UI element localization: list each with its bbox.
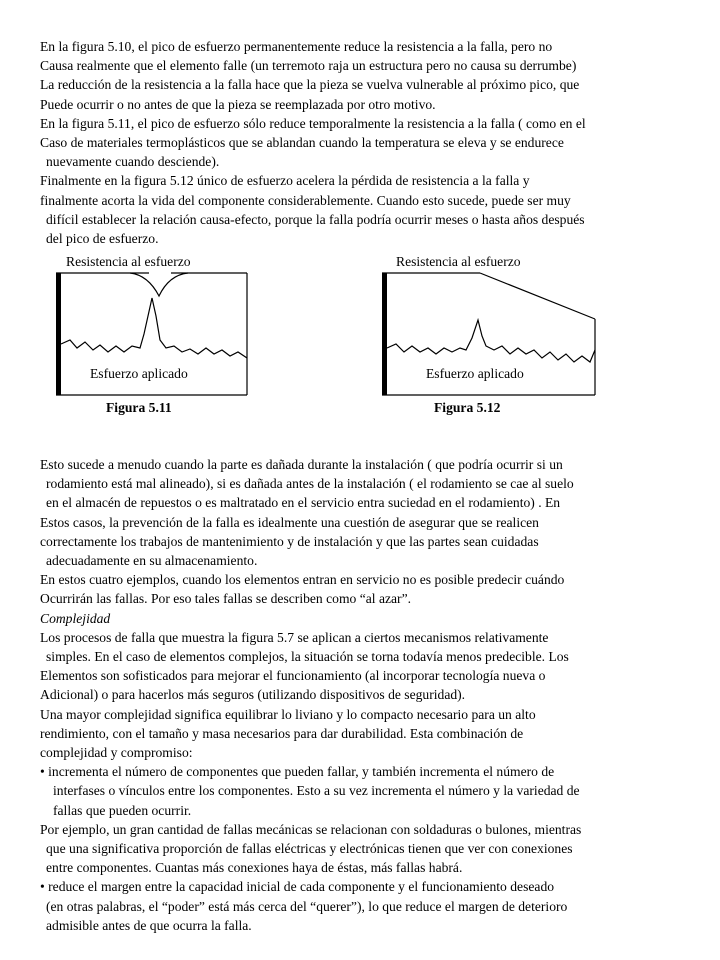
fig-511-resistance-dip [130, 273, 188, 296]
text-line: fallas que pueden ocurrir. [53, 802, 192, 818]
text-line: que una significativa proporción de fallas eléctricas y electrónicas tienen que ver con conexiones [46, 841, 573, 857]
text-line: En estos cuatro ejemplos, cuando los elementos entran en servicio no es posible predecir cuándo [40, 572, 565, 588]
text-line: difícil establecer la relación causa-efecto, porque la falla podría ocurrir meses o hasta años después [46, 211, 585, 227]
text-line: del pico de esfuerzo. [46, 231, 159, 247]
text-line: rodamiento está mal alineado), si es dañada antes de la instalación ( el rodamiento se cae al suelo [46, 476, 574, 492]
text-line: La reducción de la resistencia a la falla hace que la pieza se vuelva vulnerable al próximo pico, que [40, 77, 580, 93]
text-line: En la figura 5.11, el pico de esfuerzo sólo reduce temporalmente la resistencia a la falla ( como en el [40, 115, 586, 131]
text-line: rendimiento, con el tamaño y masa necesarios para dar durabilidad. Esta combinación de [40, 725, 524, 741]
text-line: complejidad y compromiso: [40, 745, 193, 761]
text-line: Finalmente en la figura 5.12 único de esfuerzo acelera la pérdida de resistencia a la falla y [40, 173, 530, 189]
text-line: Ocurrirán las fallas. Por eso tales fallas se describen como “al azar”. [40, 591, 412, 607]
text-line: Adicional) o para hacerlos más seguros (utilizando dispositivos de seguridad). [40, 687, 466, 703]
fig-512-left-edge [382, 273, 387, 395]
section-heading: Complejidad [40, 610, 111, 626]
text-line: Puede ocurrir o no antes de que la pieza se reemplazada por otro motivo. [40, 96, 436, 112]
text-line: En la figura 5.10, el pico de esfuerzo permanentemente reduce la resistencia a la falla, pero no [40, 39, 553, 54]
text-line: en el almacén de repuestos o es maltratado en el servicio entra suciedad en el rodamiento) . En [46, 495, 561, 511]
fig-512-slope-line [480, 273, 595, 319]
text-line: Causa realmente que el elemento falle (un terremoto raja un estructura pero no causa su derrumbe) [40, 58, 577, 74]
text-line: nuevamente cuando desciende). [46, 154, 220, 170]
text-line: adecuadamente en su almacenamiento. [46, 553, 258, 569]
fig-512-top-label: Resistencia al esfuerzo [396, 254, 521, 269]
text-line: admisible antes de que ocurra la falla. [46, 917, 252, 933]
text-line: Elementos son sofisticados para mejorar el funcionamiento (al incorporar tecnología nueva o [40, 668, 546, 684]
text-line: simples. En el caso de elementos complejos, la situación se torna todavía menos predecible. Los [46, 649, 569, 665]
text-line: Los procesos de falla que muestra la figura 5.7 se aplican a ciertos mecanismos relativamente [40, 629, 549, 645]
text-line: Esto sucede a menudo cuando la parte es dañada durante la instalación ( que podría ocurrir si un [40, 457, 563, 472]
fig-511-top-label: Resistencia al esfuerzo [66, 254, 191, 269]
text-line: interfases o vínculos entre los componentes. Esto a su vez incrementa el número y la variedad de [53, 783, 580, 799]
text-line: Caso de materiales termoplásticos que se ablandan cuando la temperatura se eleva y se endurece [40, 135, 564, 151]
fig-512-caption: Figura 5.12 [434, 400, 501, 415]
fig-511-left-edge [56, 273, 61, 395]
text-line: Estos casos, la prevención de la falla es idealmente una cuestión de asegurar que se realicen [40, 514, 539, 530]
text-line: Por ejemplo, un gran cantidad de fallas mecánicas se relacionan con soldaduras o bulones, mientras [40, 821, 582, 837]
intro-text [40, 37, 700, 248]
fig-511-stress-curve [61, 298, 247, 358]
fig-511-caption: Figura 5.11 [106, 400, 172, 415]
text-line: (en otras palabras, el “poder” está más cerca del “querer”), lo que reduce el margen de deterioro [46, 898, 568, 914]
fig-511-bottom-label: Esfuerzo aplicado [90, 366, 188, 381]
text-line: correctamente los trabajos de mantenimiento y de instalación y que las partes sean cuidadas [40, 533, 539, 549]
fig-512-bottom-label: Esfuerzo aplicado [426, 366, 524, 381]
body-text [40, 455, 700, 935]
bullet-item: • incrementa el número de componentes que pueden fallar, y también incrementa el número de [40, 764, 555, 780]
fig-512-stress-curve [387, 320, 595, 362]
text-line: finalmente acorta la vida del componente considerablemente. Cuando esto sucede, puede ser muy [40, 192, 571, 208]
bullet-item: • reduce el margen entre la capacidad inicial de cada componente y el funcionamiento deseado [40, 879, 555, 895]
text-line: Una mayor complejidad significa equilibrar lo liviano y lo compacto necesario para un alto [40, 706, 536, 722]
text-line: entre componentes. Cuantas más conexiones haya de éstas, más fallas habrá. [46, 860, 463, 876]
